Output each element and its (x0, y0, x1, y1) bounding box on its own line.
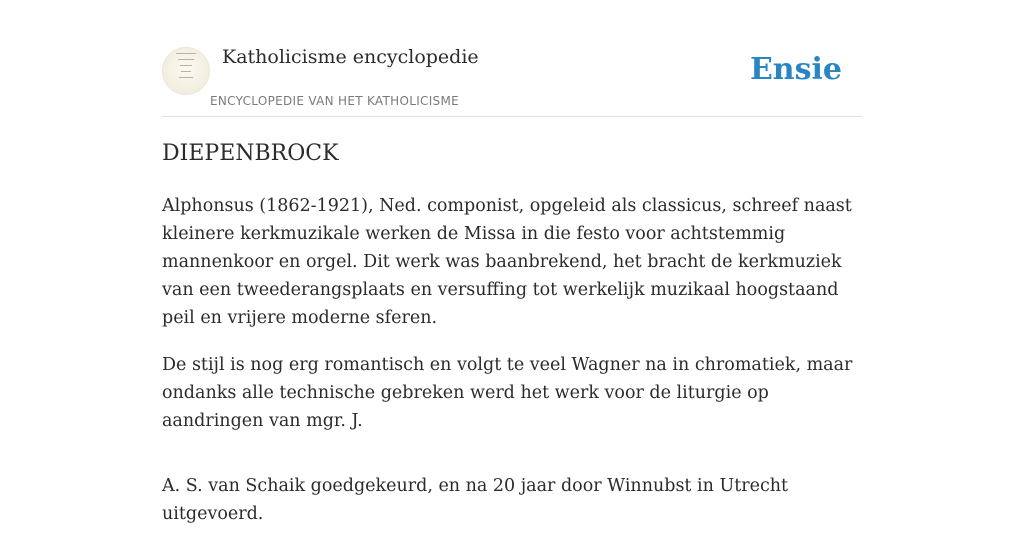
article-body (162, 192, 872, 547)
site-subtitle: ENCYCLOPEDIE VAN HET KATHOLICISME (210, 94, 459, 108)
article-paragraph: De stijl is nog erg romantisch en volgt te veel Wagner na in chromatiek, maar ondanks alle technische gebreken werd het werk voor de liturgie op aandringen van mgr. J. (162, 355, 853, 431)
article-paragraph: Alphonsus (1862-1921), Ned. componist, opgeleid als classicus, schreef naast kleinere kerkmuzikale werken de Missa in die festo voor achtstemmig mannenkoor en orgel. Dit werk was baanbrekend, het bracht de kerkmuziek van een tweederangsplaats en versuffing tot werkelijk muzikaal hoogstaand peil en vrijere moderne sferen. (162, 196, 852, 328)
site-header (162, 40, 862, 117)
encyclopedia-cover-image[interactable] (162, 47, 210, 95)
site-title[interactable]: Katholicisme encyclopedie (222, 46, 479, 68)
ensie-logo[interactable]: Ensie (749, 52, 842, 87)
article-title: DIEPENBROCK (162, 141, 339, 166)
article-paragraph: A. S. van Schaik goedgekeurd, en na 20 jaar door Winnubst in Utrecht uitgevoerd. (162, 476, 789, 524)
